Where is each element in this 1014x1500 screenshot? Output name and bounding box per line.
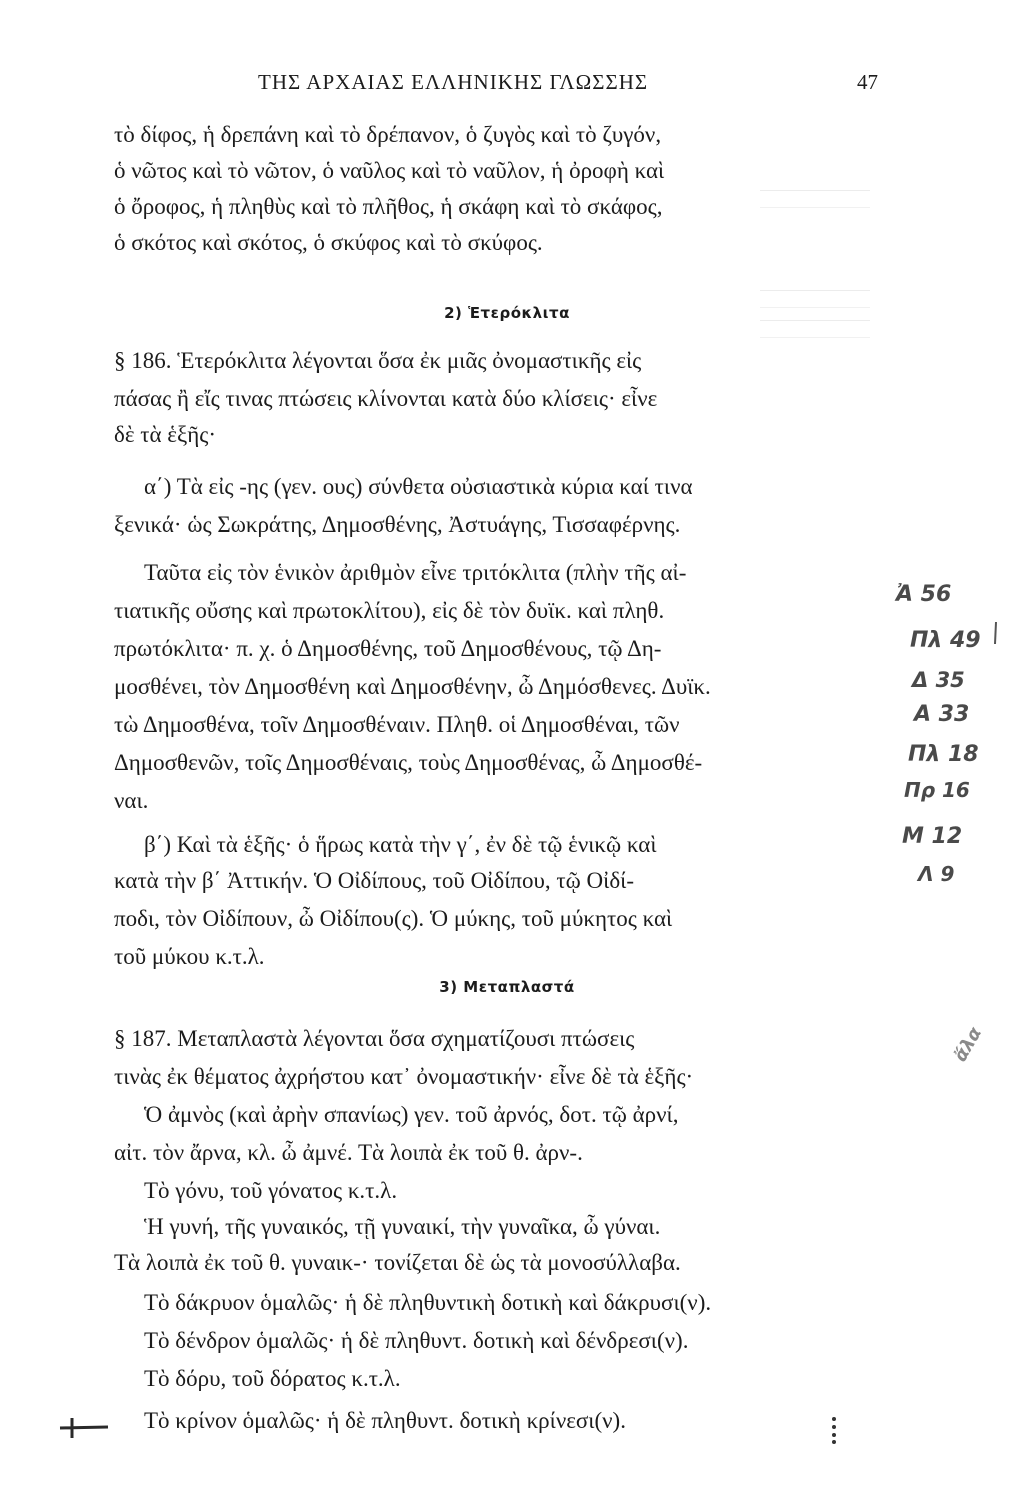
text-line: Ἡ γυνή, τῆς γυναικός, τῇ γυναικί, τὴν γυναῖκα, ὦ γύναι. <box>144 1214 661 1239</box>
page-number: 47 <box>857 70 878 94</box>
text-line: τὸ δίφος, ἡ δρεπάνη καὶ τὸ δρέπανον, ὁ ζυγὸς καὶ τὸ ζυγόν, <box>114 122 662 147</box>
handwritten-note: ἄλα <box>949 1023 987 1066</box>
text-line: ὁ σκότος καὶ σκότος, ὁ σκύφος καὶ τὸ σκύφος. <box>114 230 543 255</box>
text-line: Ταῦτα εἰς τὸν ἑνικὸν ἀριθμὸν εἶνε τριτόκλιτα (πλὴν τῆς αἰ- <box>144 560 687 585</box>
handwritten-note: Λ 9 <box>918 862 955 886</box>
handwritten-note: Α 33 <box>914 702 970 727</box>
text-line: τὼ Δημοσθένα, τοῖν Δημοσθέναιν. Πληθ. οἱ Δημοσθέναι, τῶν <box>114 712 680 737</box>
text-line: τινὰς ἐκ θέματος ἀχρήστου κατ᾿ ὀνομαστικήν· εἶνε δὲ τὰ ἑξῆς· <box>114 1064 694 1089</box>
paragraph-187: § 187. Μεταπλαστὰ λέγονται ὅσα σχηματίζουσι πτώσεις <box>114 1026 635 1051</box>
handwritten-note: Πρ 16 <box>904 778 970 802</box>
handwritten-note: Δ 35 <box>912 668 965 692</box>
text-line: ὁ ὄροφος, ἡ πληθὺς καὶ τὸ πλῆθος, ἡ σκάφη καὶ τὸ σκάφος, <box>114 194 663 219</box>
paragraph-186: § 186. Ἑτερόκλιτα λέγονται ὅσα ἐκ μιᾶς ὀνομαστικῆς εἰς <box>114 348 642 373</box>
handwritten-note: Πλ 49 <box>910 628 981 653</box>
text-line: τιατικῆς οὔσης καὶ πρωτοκλίτου), εἰς δὲ τὸν δυϊκ. καὶ πληθ. <box>114 598 665 623</box>
text-line: Ὁ ἀμνὸς (καὶ ἀρὴν σπανίως) γεν. τοῦ ἀρνός, δοτ. τῷ ἀρνί, <box>144 1102 679 1127</box>
margin-arrow-mark <box>58 1412 114 1442</box>
text-line: Τὰ λοιπὰ ἐκ τοῦ θ. γυναικ-· τονίζεται δὲ ὡς τὰ μονοσύλλαβα. <box>114 1250 681 1275</box>
running-head <box>0 70 1014 104</box>
text-line: μοσθένει, τὸν Δημοσθένη καὶ Δημοσθένην, ὦ Δημόσθενες. Δυϊκ. <box>114 674 711 699</box>
text-line: Τὸ δάκρυον ὁμαλῶς· ἡ δὲ πληθυντικὴ δοτικὴ καὶ δάκρυσι(ν). <box>144 1290 712 1315</box>
text-line: Δημοσθενῶν, τοῖς Δημοσθέναις, τοὺς Δημοσθένας, ὦ Δημοσθέ- <box>114 750 703 775</box>
text-line: α΄) Τὰ εἰς -ης (γεν. ους) σύνθετα οὐσιαστικὰ κύρια καί τινα <box>144 474 693 499</box>
text-line: ὁ νῶτος καὶ τὸ νῶτον, ὁ ναῦλος καὶ τὸ ναῦλον, ἡ ὀροφὴ καὶ <box>114 158 665 183</box>
running-title: ΤΗΣ ΑΡΧΑΙΑΣ ΕΛΛΗΝΙΚΗΣ ΓΛΩΣΣΗΣ <box>258 70 649 94</box>
handwritten-note: Ἀ 56 <box>896 582 952 607</box>
margin-tick-mark <box>990 620 1002 650</box>
handwritten-note: Μ 12 <box>902 824 963 849</box>
text-line: αἰτ. τὸν ἄρνα, κλ. ὦ ἀμνέ. Τὰ λοιπὰ ἐκ τοῦ θ. ἀρν-. <box>114 1140 583 1165</box>
text-line: δὲ τὰ ἑξῆς· <box>114 422 216 447</box>
text-line: Τὸ κρίνον ὁμαλῶς· ἡ δὲ πληθυντ. δοτικὴ κρίνεσι(ν). <box>144 1408 626 1433</box>
text-line: ποδι, τὸν Οἰδίπουν, ὦ Οἰδίπου(ς). Ὁ μύκης, τοῦ μύκητος καὶ <box>114 906 673 931</box>
handwritten-note: Πλ 18 <box>908 742 979 767</box>
section-heading: 2) Ἑτερόκλιτα <box>444 304 570 322</box>
text-line: Τὸ γόνυ, τοῦ γόνατος κ.τ.λ. <box>144 1178 398 1203</box>
text-line: β΄) Καὶ τὰ ἑξῆς· ὁ ἥρως κατὰ τὴν γ΄, ἐν δὲ τῷ ἑνικῷ καὶ <box>144 832 657 857</box>
text-line: Τὸ δένδρον ὁμαλῶς· ἡ δὲ πληθυντ. δοτικὴ καὶ δένδρεσι(ν). <box>144 1328 689 1353</box>
section-heading: 3) Μεταπλαστά <box>439 978 575 996</box>
text-line: πρωτόκλιτα· π. χ. ὁ Δημοσθένης, τοῦ Δημοσθένους, τῷ Δη- <box>114 636 662 661</box>
text-line: Τὸ δόρυ, τοῦ δόρατος κ.τ.λ. <box>144 1366 401 1391</box>
bleed-through <box>760 320 870 338</box>
text-line: κατὰ τὴν β΄ Ἀττικήν. Ὁ Οἰδίπους, τοῦ Οἰδίπου, τῷ Οἰδί- <box>114 868 635 893</box>
margin-dots-mark <box>826 1414 842 1446</box>
text-line: ναι. <box>114 788 149 813</box>
text-line: πάσας ἢ εἴς τινας πτώσεις κλίνονται κατὰ δύο κλίσεις· εἶνε <box>114 386 658 411</box>
text-line: ξενικά· ὡς Σωκράτης, Δημοσθένης, Ἀστυάγης, Τισσαφέρνης. <box>114 512 681 537</box>
text-line: τοῦ μύκου κ.τ.λ. <box>114 944 265 969</box>
